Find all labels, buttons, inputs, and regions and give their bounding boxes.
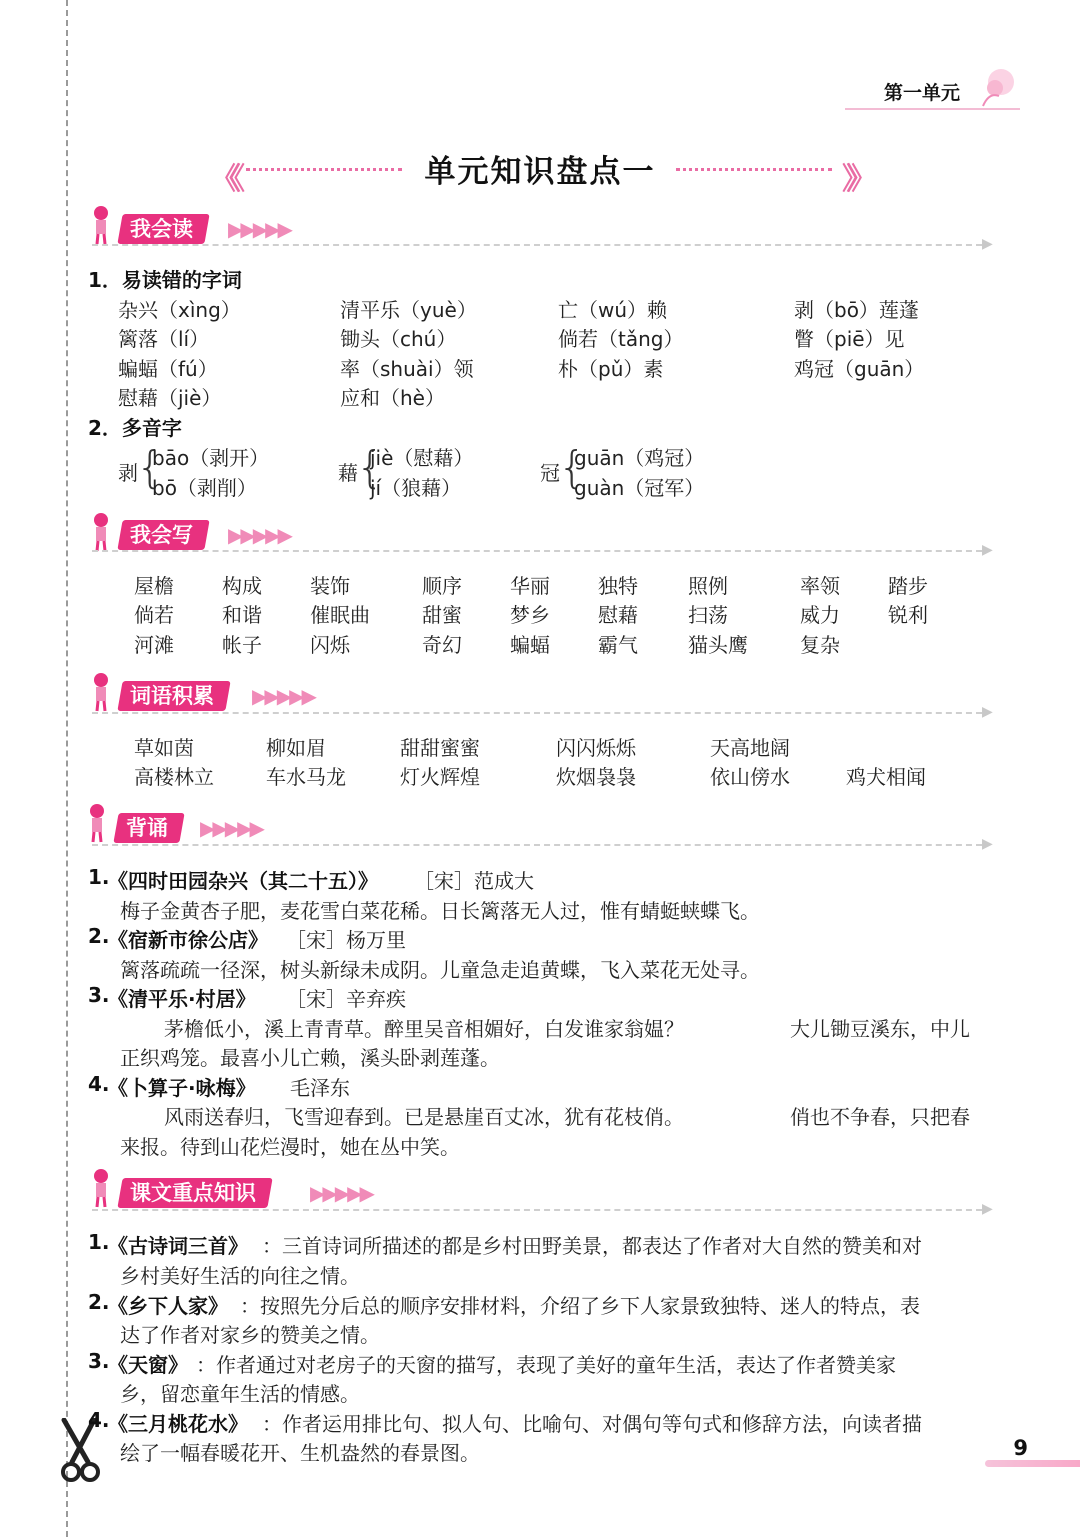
unit-label: 第一单元 xyxy=(884,82,961,104)
write-word: 和谐 xyxy=(222,603,262,627)
word-item: 篱落（lí） xyxy=(118,327,210,351)
chevron-right-icon: 》》 xyxy=(842,162,867,197)
polyphone-char: 剥 xyxy=(118,461,138,485)
write-word: 复杂 xyxy=(800,633,840,657)
section-rule xyxy=(92,712,982,714)
lesson-summary: 乡村美好生活的向往之情。 xyxy=(120,1264,360,1288)
arrows-decoration: ▶▶▶▶▶ xyxy=(228,523,290,547)
lesson-title: 《天窗》 xyxy=(108,1353,188,1377)
section-tab-key-points: 课文重点知识 xyxy=(117,1178,272,1208)
polyphone-char: 冠 xyxy=(540,461,560,485)
polyphone-reading: bāo（剥开） xyxy=(152,446,270,470)
poem-title: 《四时田园杂兴（其二十五）》 xyxy=(108,869,378,893)
poem-author: ［宋］范成大 xyxy=(414,869,534,893)
polyphone-reading: bō（剥削） xyxy=(152,476,257,500)
poem-author: 毛泽东 xyxy=(290,1076,350,1100)
header-rule xyxy=(845,108,1020,110)
polyphone-reading: guàn（冠军） xyxy=(574,476,705,500)
vocab-word: 柳如眉 xyxy=(266,736,326,760)
vocab-word: 甜甜蜜蜜 xyxy=(400,736,480,760)
item-number: 1. xyxy=(88,1230,110,1254)
write-word: 独特 xyxy=(598,574,638,598)
write-word: 顺序 xyxy=(422,574,462,598)
cut-line xyxy=(66,0,68,1537)
lesson-title: 《乡下人家》 xyxy=(108,1294,228,1318)
poem-line: 大儿锄豆溪东，中儿 xyxy=(790,1017,970,1041)
arrows-decoration: ▶▶▶▶▶ xyxy=(310,1181,372,1205)
polyphone-reading: jiè（慰藉） xyxy=(370,446,474,470)
vocab-word: 天高地阔 xyxy=(710,736,790,760)
write-word: 蝙蝠 xyxy=(510,633,550,657)
lesson-summary: ：作者通过对老房子的天窗的描写，表现了美好的童年生活，表达了作者赞美家 xyxy=(196,1353,896,1377)
rule-arrow-icon: ▶ xyxy=(982,236,993,252)
lesson-title: 《三月桃花水》 xyxy=(108,1412,248,1436)
arrows-decoration: ▶▶▶▶▶ xyxy=(252,684,314,708)
girl-icon xyxy=(86,803,108,843)
page-title: 单元知识盘点一 xyxy=(424,154,656,190)
word-item: 鸡冠（guān） xyxy=(794,357,925,381)
brace: { xyxy=(136,442,164,493)
girl-icon xyxy=(90,512,112,552)
poem-line: 俏也不争春，只把春 xyxy=(790,1105,970,1129)
lesson-summary: ：三首诗词所描述的都是乡村田野美景，都表达了作者对大自然的赞美和对 xyxy=(262,1234,922,1258)
poem-title: 《卜算子·咏梅》 xyxy=(108,1076,256,1100)
page-number: 9 xyxy=(1013,1436,1028,1460)
item-number: 2. xyxy=(88,924,110,948)
write-word: 踏步 xyxy=(888,574,928,598)
write-word: 奇幻 xyxy=(422,633,462,657)
section-tab-recite: 背诵 xyxy=(113,813,184,843)
polyphone-char: 藉 xyxy=(338,461,358,485)
lesson-summary: 达了作者对家乡的赞美之情。 xyxy=(120,1323,380,1347)
lesson-summary: 乡，留恋童年生活的情感。 xyxy=(120,1382,360,1406)
write-word: 照例 xyxy=(688,574,728,598)
item-number: 3. xyxy=(88,1349,110,1373)
word-item: 亡（wú）赖 xyxy=(558,298,668,322)
word-item: 杂兴（xìng） xyxy=(118,298,241,322)
word-item: 倘若（tǎng） xyxy=(558,327,684,351)
section-rule xyxy=(92,244,982,246)
section-tab-read: 我会读 xyxy=(117,214,209,244)
rule-arrow-icon: ▶ xyxy=(982,836,993,852)
write-word: 构成 xyxy=(222,574,262,598)
lesson-summary: ：按照先分后总的顺序安排材料，介绍了乡下人家景致独特、迷人的特点，表 xyxy=(240,1294,920,1318)
write-word: 华丽 xyxy=(510,574,550,598)
word-item: 朴（pǔ）素 xyxy=(558,357,664,381)
poem-title: 《宿新市徐公店》 xyxy=(108,928,268,952)
title-rule-right xyxy=(676,168,832,171)
word-item: 率（shuài）领 xyxy=(340,357,474,381)
poem-line: 茅檐低小，溪上青青草。醉里吴音相媚好，白发谁家翁媪？ xyxy=(164,1017,684,1041)
arrows-decoration: ▶▶▶▶▶ xyxy=(228,217,290,241)
section-tab-vocab: 词语积累 xyxy=(117,681,230,711)
rule-arrow-icon: ▶ xyxy=(982,542,993,558)
word-item: 慰藉（jiè） xyxy=(118,386,222,410)
girl-icon xyxy=(90,672,112,712)
section-rule xyxy=(92,550,982,552)
chevron-left-icon: 《《 xyxy=(210,162,235,197)
flower-icon xyxy=(975,66,1019,110)
write-word: 催眠曲 xyxy=(310,603,370,627)
section-rule xyxy=(92,1209,982,1211)
write-word: 霸气 xyxy=(598,633,638,657)
write-word: 威力 xyxy=(800,603,840,627)
item-number: 3. xyxy=(88,983,110,1007)
write-word: 猫头鹰 xyxy=(688,633,748,657)
word-item: 剥（bō）莲蓬 xyxy=(794,298,919,322)
write-word: 帐子 xyxy=(222,633,262,657)
poem-line: 篱落疏疏一径深，树头新绿未成阴。儿童急走追黄蝶，飞入菜花无处寻。 xyxy=(120,958,760,982)
vocab-word: 炊烟袅袅 xyxy=(556,765,636,789)
subheading-polyphone: 2．多音字 xyxy=(88,416,182,440)
word-item: 瞥（piē）见 xyxy=(794,327,905,351)
word-item: 应和（hè） xyxy=(340,386,445,410)
poem-line: 来报。待到山花烂漫时，她在丛中笑。 xyxy=(120,1135,460,1159)
poem-line: 梅子金黄杏子肥，麦花雪白菜花稀。日长篱落无人过，惟有蜻蜓蛱蝶飞。 xyxy=(120,899,760,923)
vocab-word: 闪闪烁烁 xyxy=(556,736,636,760)
section-rule xyxy=(92,844,982,846)
item-number: 1. xyxy=(88,865,110,889)
item-number: 2. xyxy=(88,1290,110,1314)
word-item: 锄头（chú） xyxy=(340,327,457,351)
write-word: 倘若 xyxy=(134,603,174,627)
brace: { xyxy=(558,442,586,493)
poem-author: ［宋］辛弃疾 xyxy=(286,987,406,1011)
write-word: 率领 xyxy=(800,574,840,598)
girl-icon xyxy=(90,1168,112,1208)
poem-author: ［宋］杨万里 xyxy=(286,928,406,952)
rule-arrow-icon: ▶ xyxy=(982,1201,993,1217)
write-word: 河滩 xyxy=(134,633,174,657)
poem-line: 正织鸡笼。最喜小儿亡赖，溪头卧剥莲蓬。 xyxy=(120,1046,500,1070)
rule-arrow-icon: ▶ xyxy=(982,704,993,720)
lesson-title: 《古诗词三首》 xyxy=(108,1234,248,1258)
word-item: 清平乐（yuè） xyxy=(340,298,477,322)
vocab-word: 高楼林立 xyxy=(134,765,214,789)
item-number: 4. xyxy=(88,1408,110,1432)
write-word: 梦乡 xyxy=(510,603,550,627)
write-word: 扫荡 xyxy=(688,603,728,627)
write-word: 闪烁 xyxy=(310,633,350,657)
vocab-word: 鸡犬相闻 xyxy=(846,765,926,789)
word-item: 蝙蝠（fú） xyxy=(118,357,218,381)
lesson-summary: 绘了一幅春暖花开、生机盎然的春景图。 xyxy=(120,1441,480,1465)
lesson-summary: ：作者运用排比句、拟人句、比喻句、对偶句等句式和修辞方法，向读者描 xyxy=(262,1412,922,1436)
section-tab-write: 我会写 xyxy=(117,520,209,550)
polyphone-reading: guān（鸡冠） xyxy=(574,446,705,470)
vocab-word: 车水马龙 xyxy=(266,765,346,789)
poem-line: 风雨送春归，飞雪迎春到。已是悬崖百丈冰，犹有花枝俏。 xyxy=(164,1105,684,1129)
write-word: 装饰 xyxy=(310,574,350,598)
poem-title: 《清平乐·村居》 xyxy=(108,987,256,1011)
subheading-misread: 1．易读错的字词 xyxy=(88,268,242,292)
girl-icon xyxy=(90,205,112,245)
brace: { xyxy=(356,442,384,493)
page-number-bar xyxy=(985,1460,1080,1467)
item-number: 4. xyxy=(88,1072,110,1096)
vocab-word: 草如茵 xyxy=(134,736,194,760)
write-word: 慰藉 xyxy=(598,603,638,627)
polyphone-reading: jí（狼藉） xyxy=(370,476,462,500)
write-word: 屋檐 xyxy=(134,574,174,598)
vocab-word: 灯火辉煌 xyxy=(400,765,480,789)
write-word: 甜蜜 xyxy=(422,603,462,627)
write-word: 锐利 xyxy=(888,603,928,627)
vocab-word: 依山傍水 xyxy=(710,765,790,789)
arrows-decoration: ▶▶▶▶▶ xyxy=(200,816,262,840)
